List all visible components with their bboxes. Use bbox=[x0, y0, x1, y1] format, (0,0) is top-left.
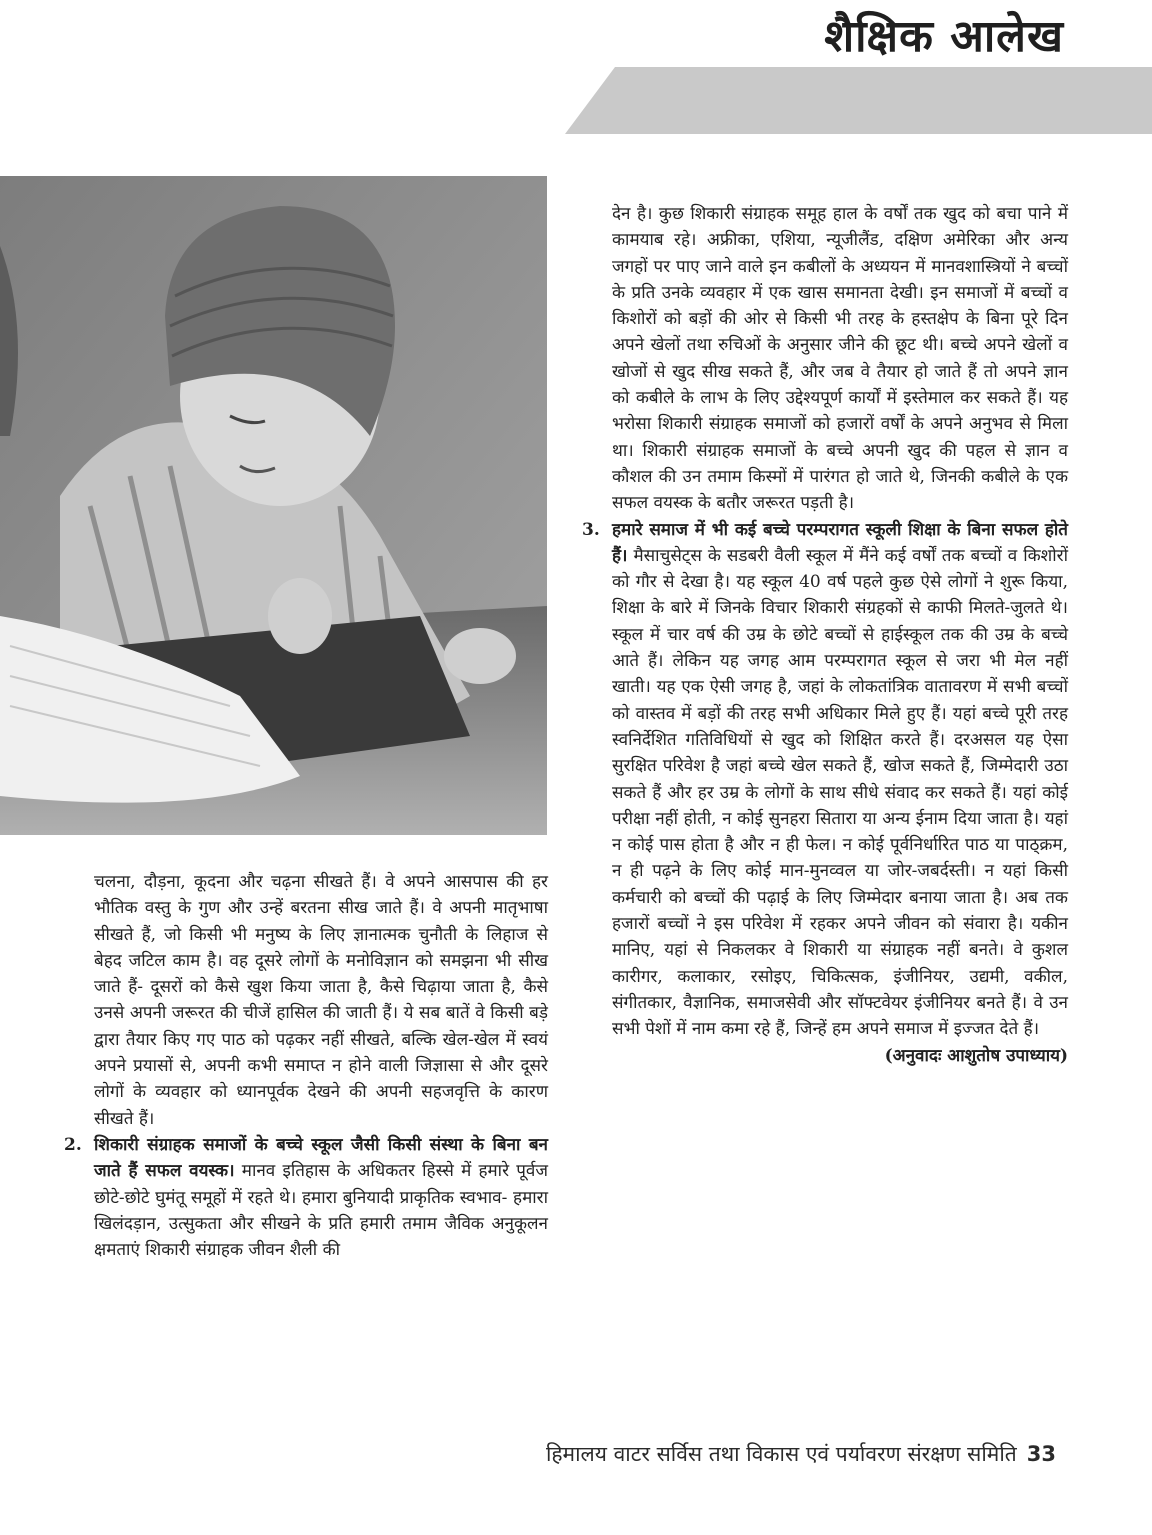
section-banner bbox=[565, 67, 1152, 134]
paragraph-continued: देन है। कुछ शिकारी संग्राहक समूह हाल के वर्षों तक खुद को बचा पाने में कामयाब रहे। अफ्रीका, एशिया, न्यूजीलैंड, दक्षिण अमेरिका और अन्य जगहों पर पाए जाने वाले इन कबीलों के अध्ययन में मानवशास्त्रियों ने बच्चों के प्रति उनके व्यवहार में एक खास समानता देखी। इन समाजों में बच्चों व किशोरों को बड़ों की ओर से किसी भी तरह के हस्तक्षेप के बिना पूरे दिन अपने खेलों तथा रुचिओं के अनुसार जीने की छूट थी। बच्चे अपने खेलों व खोजों से खुद सीख सकते हैं, और जब वे तैयार हो जाते हैं तो अपने ज्ञान को कबीले के लाभ के लिए उद्देश्यपूर्ण कार्यों में इस्तेमाल कर सकते हैं। यह भरोसा शिकारी संग्राहक समाजों को हजारों वर्षों के अपने अनुभव से मिला था। शिकारी संग्राहक समाजों के बच्चे अपनी खुद की पहल से ज्ञान व कौशल की उन तमाम किस्मों में पारंगत हो जाते थे, जिनकी कबीले के एक सफल वयस्क के बतौर जरूरत पड़ती है। bbox=[612, 204, 1068, 514]
item-number: 3. bbox=[582, 519, 600, 540]
list-item-2 bbox=[64, 1132, 548, 1263]
translator-credit: (अनुवादः आशुतोष उपाध्याय) bbox=[884, 1045, 1068, 1066]
item-number: 2. bbox=[64, 1134, 82, 1155]
page-footer bbox=[546, 1440, 1056, 1468]
item-heading: शिकारी संग्राहक समाजों के बच्चे स्कूल जैसी किसी संस्था के बिना बन जाते हैं सफल वयस्क। bbox=[94, 1134, 548, 1182]
list-item-3 bbox=[582, 517, 1068, 1043]
photo-illustration bbox=[0, 176, 547, 835]
item-text: मैसाचुसेट्स के सडबरी वैली स्कूल में मैंने कई वर्षों तक बच्चों व किशोरों को गौर से देखा है। यह स्कूल 40 वर्ष पहले कुछ ऐसे लोगों ने शुरू किया, शिक्षा के बारे में जिनके विचार शिकारी संग्रहकों से काफी मिलते-जुलते थे। स्कूल में चार वर्ष की उम्र के छोटे बच्चों से हाईस्कूल तक की उम्र के बच्चे आते हैं। लेकिन यह जगह आम परम्परागत स्कूल से जरा भी मेल नहीं खाती। यह एक ऐसी जगह है, जहां के लोकतांत्रिक वातावरण में सभी बच्चों को वास्तव में बड़ों की तरह सभी अधिकार मिले हुए हैं। यहां बच्चे पूरी तरह स्वनिर्देशित गतिविधियों से खुद को शिक्षित करते हैं। दरअसल यह ऐसा सुरक्षित परिवेश है जहां बच्चे खेल सकते हैं, खोज सकते हैं, जिम्मेदारी उठा सकते हैं और हर उम्र के लोगों के साथ सीधे संवाद कर सकते हैं। यहां कोई परीक्षा नहीं होती, न कोई सुनहरा सितारा या अन्य ईनाम दिया जाता है। यहां न कोई पास होता है और न ही फेल। न कोई पूर्वनिर्धारित पाठ या पाठ्क्रम, न ही पढ़ने के लिए कोई मान-मुनव्वल या जोर-जबर्दस्ती। न यहां किसी कर्मचारी को बच्चों की पढ़ाई के लिए जिम्मेदार बनाया जाता है। अब तक हजारों बच्चों ने इस परिवेश में रहकर अपने जीवन को संवारा है। यकीन मानिए, यहां से निकलकर वे शिकारी या संग्राहक नहीं बनते। वे कुशल कारीगर, कलाकार, रसोइए, चिकित्सक, इंजीनियर, उद्यमी, वकील, संगीतकार, वैज्ञानिक, समाजसेवी और सॉफ्टवेयर इंजीनियर बनते हैं। वे उन सभी पेशों में नाम कमा रहे हैं, जिन्हें हम अपने समाज में इज्जत देते हैं। bbox=[612, 545, 1068, 1040]
footer-organization: हिमालय वाटर सर्विस तथा विकास एवं पर्यावरण संरक्षण समिति bbox=[545, 1442, 1017, 1466]
right-text-column bbox=[582, 201, 1068, 1069]
section-title: शैक्षिक आलेख bbox=[824, 11, 1064, 62]
page-number: 33 bbox=[1026, 1442, 1056, 1466]
item-heading: हमारे समाज में भी कई बच्चे परम्परागत स्कूली शिक्षा के बिना सफल होते हैं। bbox=[612, 519, 1068, 566]
child-writing-photo bbox=[0, 176, 547, 835]
left-text-column bbox=[64, 869, 548, 1263]
paragraph-continued: चलना, दौड़ना, कूदना और चढ़ना सीखते हैं। वे अपने आसपास की हर भौतिक वस्तु के गुण और उन्हें बरतना सीख जाते हैं। वे अपनी मातृभाषा सीखते हैं, जो किसी भी मनुष्य के लिए ज्ञानात्मक चुनौती के लिहाज से बेहद जटिल काम है। वह दूसरे लोगों के मनोविज्ञान को समझना भी सीख जाते हैं- दूसरों को कैसे खुश किया जाता है, कैसे चिढ़ाया जाता है, कैसे उनसे अपनी जरूरत की चीजें हासिल की जाती हैं। ये सब बातें वे किसी बड़े द्वारा तैयार किए गए पाठ को पढ़कर नहीं सीखते, बल्कि खेल-खेल में स्वयं अपने प्रयासों से, अपनी कभी समाप्त न होने वाली जिज्ञासा से और दूसरे लोगों के व्यवहार को ध्यानपूर्वक देखने की अपनी सहजवृत्ति के कारण सीखते हैं। bbox=[94, 872, 548, 1129]
item-text: मानव इतिहास के अधिकतर हिस्से में हमारे पूर्वज छोटे-छोटे घुमंतू समूहों में रहते थे। हमारा बुनियादी प्राकृतिक स्वभाव- हमारा खिलंदड़ान, उत्सुकता और सीखने के प्रति हमारी तमाम जैविक अनुकूलन क्षमताएं शिकारी संग्राहक जीवन शैली की bbox=[94, 1161, 548, 1261]
